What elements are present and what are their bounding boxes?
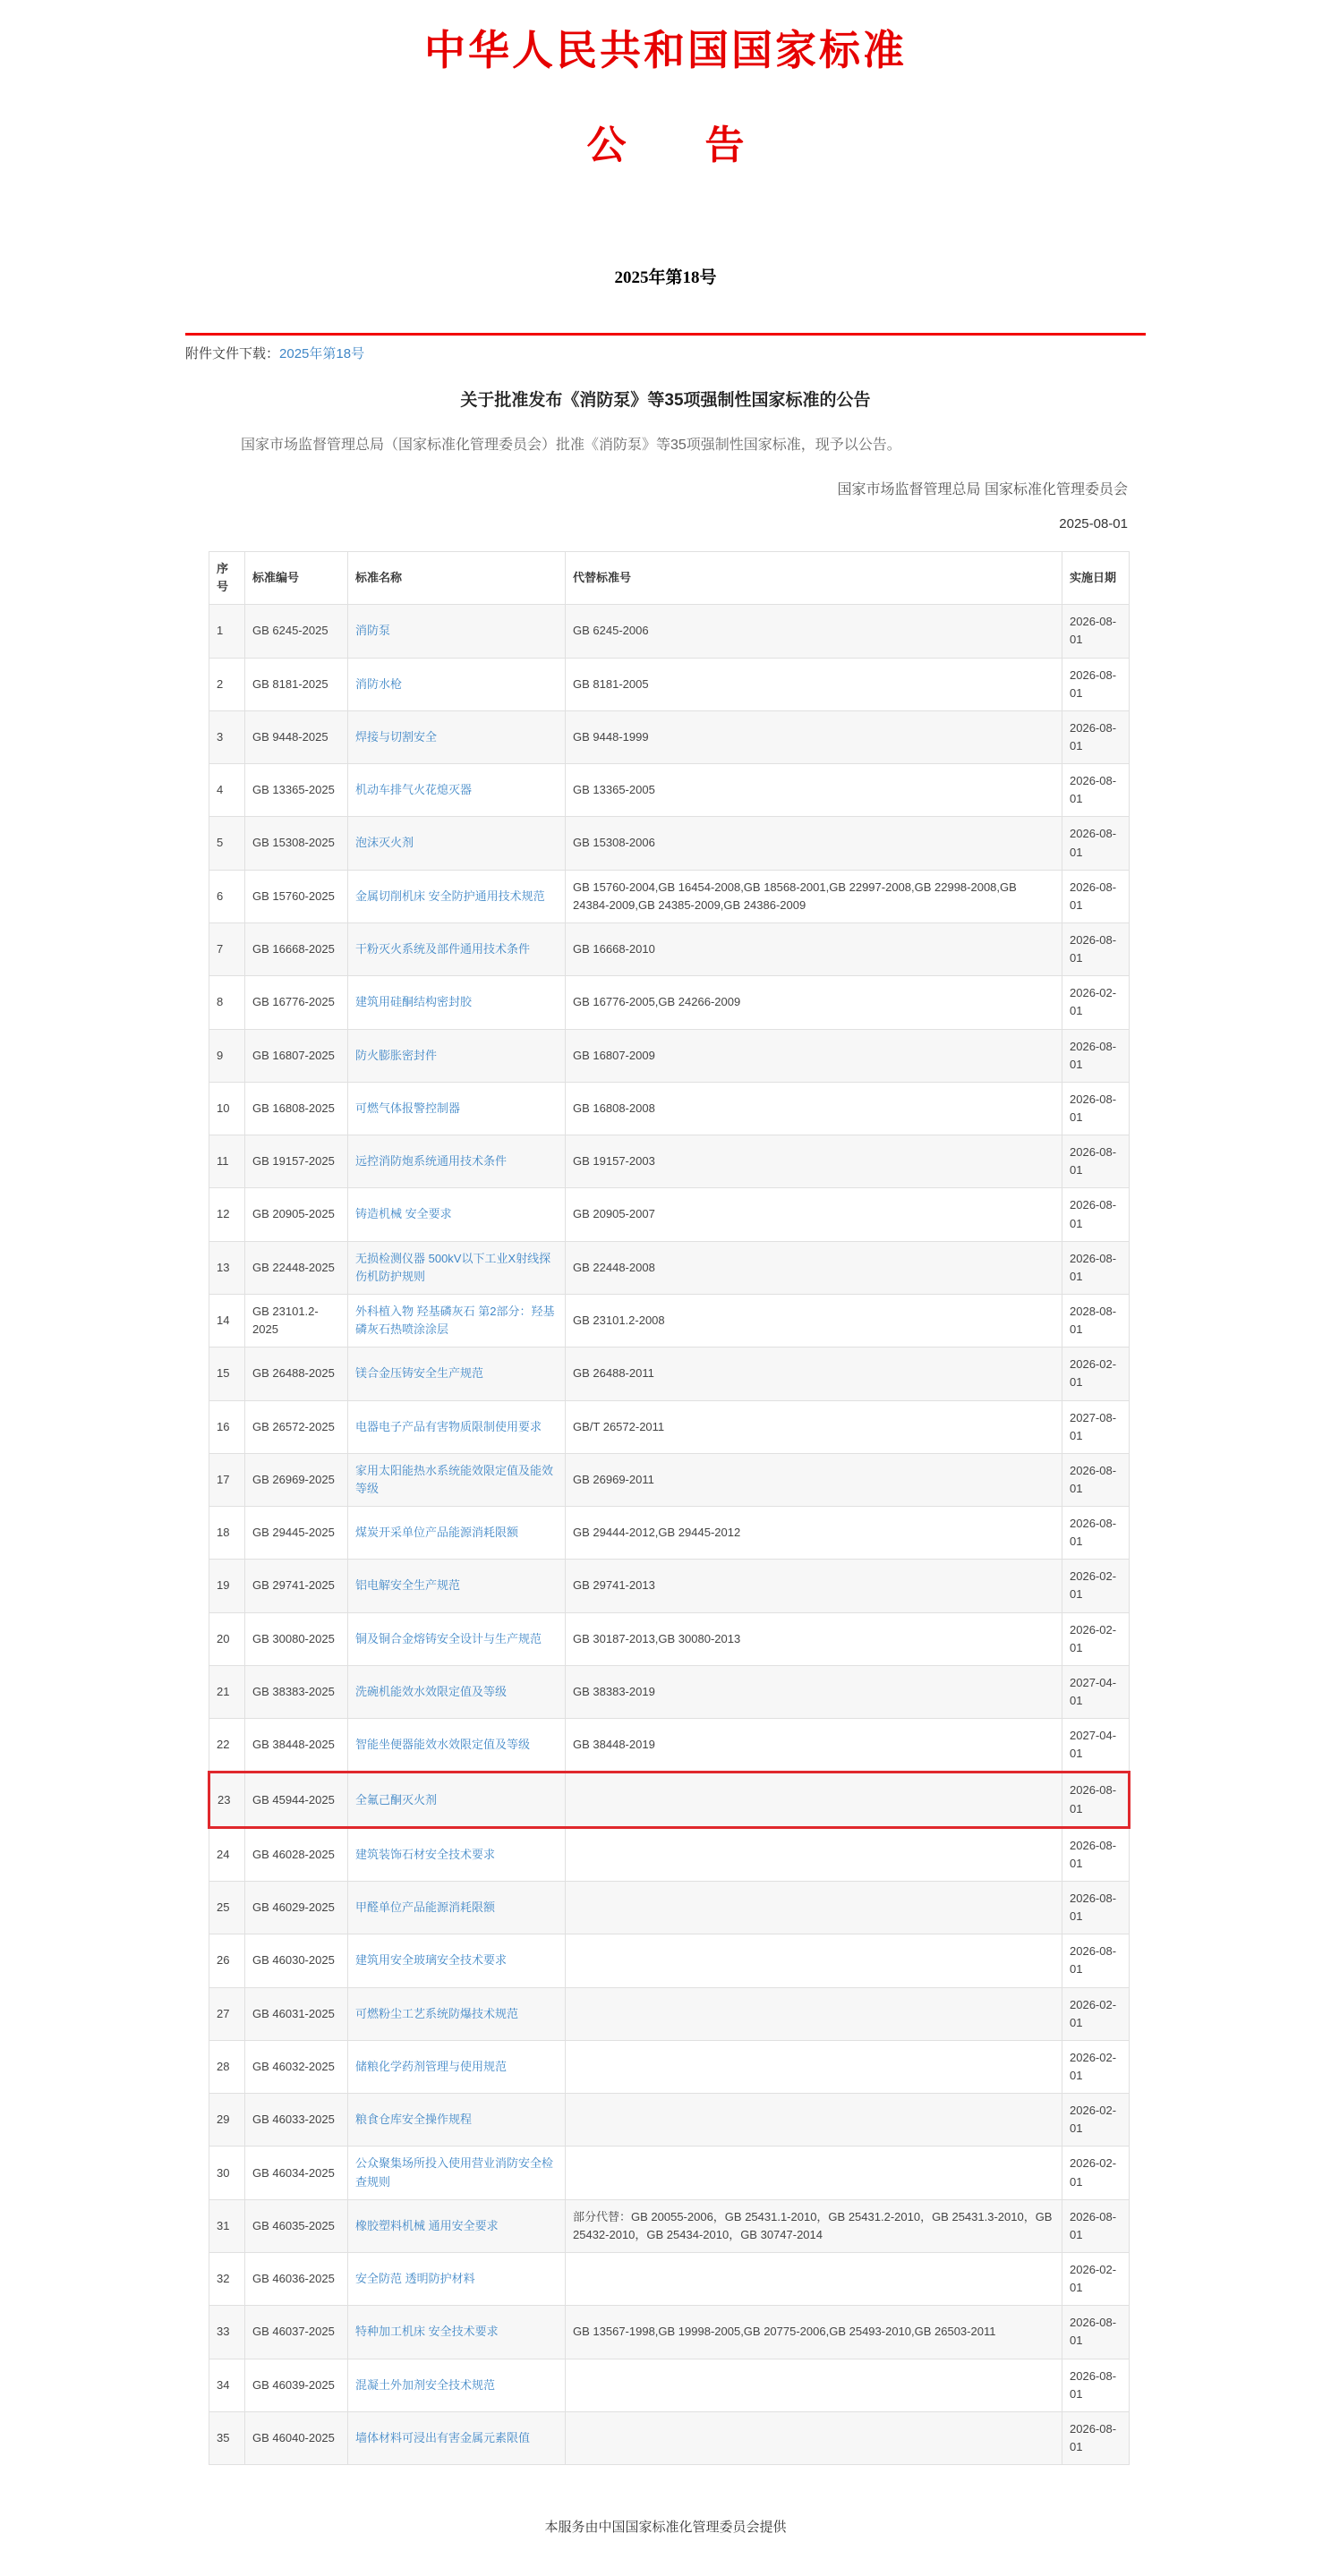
publish-date: 2025-08-01: [1059, 516, 1128, 531]
standard-code-cell: GB 46036-2025: [245, 2253, 348, 2306]
implementation-date-cell: 2026-08-01: [1062, 2199, 1130, 2252]
standard-name-link[interactable]: 橡胶塑料机械 通用安全要求: [355, 2218, 499, 2232]
implementation-date-cell: 2026-08-01: [1062, 1241, 1130, 1294]
standard-name-cell: [348, 870, 566, 922]
table-row: [209, 1612, 1130, 1665]
standard-name-link[interactable]: 电器电子产品有害物质限制使用要求: [355, 1419, 542, 1433]
implementation-date-cell: 2026-08-01: [1062, 1934, 1130, 1987]
standard-name-link[interactable]: 铜及铜合金熔铸安全设计与生产规范: [355, 1631, 542, 1645]
standard-name-link[interactable]: 远控消防炮系统通用技术条件: [355, 1154, 508, 1169]
index-cell: 33: [209, 2306, 245, 2359]
implementation-date-cell: 2026-08-01: [1062, 1135, 1130, 1188]
standard-name-cell: [348, 2094, 566, 2147]
standard-name-link[interactable]: 焊接与切割安全: [355, 729, 438, 744]
standard-name-link[interactable]: 干粉灭火系统及部件通用技术条件: [355, 942, 531, 956]
standards-table-body: [209, 605, 1130, 2465]
standard-code-cell: GB 29445-2025: [245, 1507, 348, 1560]
page-title: 中华人民共和国国家标准: [424, 28, 907, 73]
standard-code-cell: GB 15760-2025: [245, 870, 348, 922]
standard-code-cell: GB 46030-2025: [245, 1934, 348, 1987]
table-row: [209, 1719, 1130, 1773]
standard-name-cell: [348, 2411, 566, 2464]
standard-code-cell: GB 46031-2025: [245, 1987, 348, 2040]
standard-name-link[interactable]: 可燃粉尘工艺系统防爆技术规范: [355, 2006, 519, 2020]
standard-code-cell: GB 8181-2025: [245, 658, 348, 710]
standard-name-cell: [348, 1987, 566, 2040]
index-cell: 30: [209, 2147, 245, 2199]
table-row: [209, 1294, 1130, 1347]
index-cell: 26: [209, 1934, 245, 1987]
table-row: [209, 764, 1130, 817]
index-cell: 27: [209, 1987, 245, 2040]
replaced-standards-cell: 部分代替：GB 20055-2006，GB 25431.1-2010，GB 25431.2-2010，GB 25431.3-2010，GB 25432-2010，GB 25434-2010，GB 30747-2014: [566, 2199, 1062, 2252]
standard-code-cell: GB 46029-2025: [245, 1882, 348, 1934]
standard-name-cell: [348, 817, 566, 870]
index-cell: 32: [209, 2253, 245, 2306]
announcement-subtitle: 公 告: [586, 123, 745, 167]
table-row: [209, 922, 1130, 975]
table-row: [209, 1987, 1130, 2040]
column-header-name: 标准名称: [348, 552, 566, 605]
standard-name-link[interactable]: 镁合金压铸安全生产规范: [355, 1366, 484, 1381]
index-cell: 24: [209, 1827, 245, 1881]
standard-name-cell: [348, 1934, 566, 1987]
table-row: [209, 1453, 1130, 1506]
footer-note: 本服务由中国国家标准化管理委员会提供: [544, 2520, 787, 2536]
implementation-date-cell: 2026-08-01: [1062, 1882, 1130, 1934]
attachment-row: [185, 344, 1146, 362]
index-cell: 13: [209, 1241, 245, 1294]
implementation-date-cell: 2026-08-01: [1062, 922, 1130, 975]
table-row: [209, 2306, 1130, 2359]
standard-name-link[interactable]: 洗碗机能效水效限定值及等级: [355, 1684, 508, 1698]
table-row: [209, 1348, 1130, 1400]
standard-name-cell: [348, 976, 566, 1029]
standard-name-cell: [348, 2147, 566, 2199]
implementation-date-cell: 2026-08-01: [1062, 817, 1130, 870]
issue-number: 2025年第18号: [614, 268, 717, 287]
standard-code-cell: GB 46040-2025: [245, 2411, 348, 2464]
standard-name-cell: [348, 2253, 566, 2306]
standard-code-cell: GB 20905-2025: [245, 1188, 348, 1241]
index-cell: 14: [209, 1294, 245, 1347]
standards-table: [208, 551, 1130, 2465]
implementation-date-cell: 2026-08-01: [1062, 1773, 1130, 1827]
standard-name-cell: [348, 710, 566, 763]
implementation-date-cell: 2026-02-01: [1062, 1987, 1130, 2040]
standard-name-link[interactable]: 特种加工机床 安全技术要求: [355, 2325, 499, 2339]
standard-name-link[interactable]: 可燃气体报警控制器: [355, 1101, 461, 1115]
replaced-standards-cell: [566, 2040, 1062, 2093]
standard-name-cell: [348, 2199, 566, 2252]
index-cell: 4: [209, 764, 245, 817]
announcement-title: 关于批准发布《消防泵》等35项强制性国家标准的公告: [460, 391, 871, 410]
standard-name-cell: [348, 1188, 566, 1241]
table-row: [209, 1934, 1130, 1987]
implementation-date-cell: 2026-08-01: [1062, 1453, 1130, 1506]
standard-code-cell: GB 6245-2025: [245, 605, 348, 658]
standard-name-cell: [348, 922, 566, 975]
table-row: [209, 605, 1130, 658]
index-cell: 1: [209, 605, 245, 658]
replaced-standards-cell: GB/T 26572-2011: [566, 1400, 1062, 1453]
replaced-standards-cell: [566, 2094, 1062, 2147]
standard-code-cell: GB 26572-2025: [245, 1400, 348, 1453]
table-row: [209, 1188, 1130, 1241]
replaced-standards-cell: [566, 2359, 1062, 2411]
replaced-standards-cell: [566, 1987, 1062, 2040]
replaced-standards-cell: [566, 2253, 1062, 2306]
standard-code-cell: GB 38383-2025: [245, 1665, 348, 1718]
standard-code-cell: GB 23101.2-2025: [245, 1294, 348, 1347]
replaced-standards-cell: GB 29741-2013: [566, 1560, 1062, 1612]
index-cell: 10: [209, 1082, 245, 1135]
implementation-date-cell: 2026-02-01: [1062, 1348, 1130, 1400]
announcement-body: 国家市场监督管理总局（国家标准化管理委员会）批准《消防泵》等35项强制性国家标准，现予以公告。: [241, 438, 901, 453]
table-row: [209, 1560, 1130, 1612]
standard-code-cell: GB 13365-2025: [245, 764, 348, 817]
index-cell: 31: [209, 2199, 245, 2252]
implementation-date-cell: 2026-08-01: [1062, 710, 1130, 763]
replaced-standards-cell: GB 19157-2003: [566, 1135, 1062, 1188]
standard-name-link[interactable]: 铝电解安全生产规范: [355, 1578, 461, 1593]
standard-name-cell: [348, 1135, 566, 1188]
standard-name-link[interactable]: 家用太阳能热水系统能效限定值及能效等级: [355, 1463, 554, 1495]
standard-name-link[interactable]: 防火膨胀密封件: [355, 1048, 438, 1062]
standard-name-cell: [348, 1612, 566, 1665]
standard-name-link[interactable]: 粮食仓库安全操作规程: [355, 2113, 473, 2127]
table-row: [209, 2253, 1130, 2306]
replaced-standards-cell: GB 29444-2012,GB 29445-2012: [566, 1507, 1062, 1560]
standard-code-cell: GB 16668-2025: [245, 922, 348, 975]
implementation-date-cell: 2028-08-01: [1062, 1294, 1130, 1347]
index-cell: 15: [209, 1348, 245, 1400]
index-cell: 5: [209, 817, 245, 870]
standard-name-cell: [348, 1507, 566, 1560]
standard-name-cell: [348, 1400, 566, 1453]
column-header-date: 实施日期: [1062, 552, 1130, 605]
replaced-standards-cell: GB 16808-2008: [566, 1082, 1062, 1135]
implementation-date-cell: 2026-08-01: [1062, 1082, 1130, 1135]
attachment-download-link[interactable]: 2025年第18号: [279, 346, 365, 361]
standard-name-link[interactable]: 外科植入物 羟基磷灰石 第2部分：羟基磷灰石热喷涂涂层: [355, 1304, 555, 1337]
standard-name-link[interactable]: 建筑用硅酮结构密封胶: [355, 995, 473, 1009]
index-cell: 3: [209, 710, 245, 763]
standard-name-cell: [348, 1665, 566, 1718]
implementation-date-cell: 2026-02-01: [1062, 2094, 1130, 2147]
replaced-standards-cell: [566, 2411, 1062, 2464]
standard-code-cell: GB 46028-2025: [245, 1827, 348, 1881]
index-cell: 16: [209, 1400, 245, 1453]
index-cell: 21: [209, 1665, 245, 1718]
standard-code-cell: GB 46032-2025: [245, 2040, 348, 2093]
index-cell: 23: [209, 1773, 245, 1827]
standard-name-cell: [348, 1029, 566, 1082]
index-cell: 6: [209, 870, 245, 922]
table-row: [209, 2199, 1130, 2252]
standard-name-cell: [348, 1560, 566, 1612]
page-container: [185, 18, 1146, 2536]
implementation-date-cell: 2027-08-01: [1062, 1400, 1130, 1453]
implementation-date-cell: 2026-08-01: [1062, 605, 1130, 658]
standard-name-cell: [348, 2359, 566, 2411]
red-divider: [185, 333, 1146, 336]
index-cell: 20: [209, 1612, 245, 1665]
replaced-standards-cell: [566, 1773, 1062, 1827]
table-row: [209, 870, 1130, 922]
implementation-date-cell: 2026-08-01: [1062, 1507, 1130, 1560]
index-cell: 35: [209, 2411, 245, 2464]
replaced-standards-cell: [566, 1934, 1062, 1987]
implementation-date-cell: 2026-08-01: [1062, 764, 1130, 817]
implementation-date-cell: 2027-04-01: [1062, 1719, 1130, 1773]
standard-code-cell: GB 26969-2025: [245, 1453, 348, 1506]
implementation-date-cell: 2027-04-01: [1062, 1665, 1130, 1718]
replaced-standards-cell: GB 13365-2005: [566, 764, 1062, 817]
table-row: [209, 1665, 1130, 1718]
standard-code-cell: GB 46037-2025: [245, 2306, 348, 2359]
replaced-standards-cell: [566, 2147, 1062, 2199]
column-header-code: 标准编号: [245, 552, 348, 605]
standard-code-cell: GB 15308-2025: [245, 817, 348, 870]
index-cell: 11: [209, 1135, 245, 1188]
issuing-authority: 国家市场监督管理总局 国家标准化管理委员会: [837, 482, 1128, 497]
replaced-standards-cell: GB 15760-2004,GB 16454-2008,GB 18568-2001,GB 22997-2008,GB 22998-2008,GB 24384-2009,GB 24385-2009,GB 24386-2009: [566, 870, 1062, 922]
standard-code-cell: GB 16808-2025: [245, 1082, 348, 1135]
table-row: [209, 2411, 1130, 2464]
replaced-standards-cell: GB 23101.2-2008: [566, 1294, 1062, 1347]
standard-name-cell: [348, 1241, 566, 1294]
implementation-date-cell: 2026-02-01: [1062, 1612, 1130, 1665]
standard-code-cell: GB 38448-2025: [245, 1719, 348, 1773]
index-cell: 8: [209, 976, 245, 1029]
replaced-standards-cell: GB 26969-2011: [566, 1453, 1062, 1506]
standard-name-cell: [348, 1453, 566, 1506]
standard-code-cell: GB 29741-2025: [245, 1560, 348, 1612]
replaced-standards-cell: GB 16776-2005,GB 24266-2009: [566, 976, 1062, 1029]
standard-name-link[interactable]: 金属切削机床 安全防护通用技术规范: [355, 888, 545, 903]
implementation-date-cell: 2026-08-01: [1062, 2306, 1130, 2359]
index-cell: 17: [209, 1453, 245, 1506]
standard-name-link[interactable]: 铸造机械 安全要求: [355, 1207, 452, 1221]
standard-code-cell: GB 45944-2025: [245, 1773, 348, 1827]
column-header-index: 序号: [209, 552, 245, 605]
table-row: [209, 1082, 1130, 1135]
table-row: [209, 2094, 1130, 2147]
implementation-date-cell: 2026-08-01: [1062, 870, 1130, 922]
table-row: [209, 817, 1130, 870]
table-row: [209, 710, 1130, 763]
index-cell: 12: [209, 1188, 245, 1241]
index-cell: 34: [209, 2359, 245, 2411]
table-row: [209, 2147, 1130, 2199]
standard-name-link[interactable]: 公众聚集场所投入使用营业消防安全检查规则: [355, 2156, 554, 2189]
standard-name-link[interactable]: 混凝土外加剂安全技术规范: [355, 2377, 496, 2392]
standard-name-cell: [348, 658, 566, 710]
standard-name-cell: [348, 2306, 566, 2359]
replaced-standards-cell: [566, 1882, 1062, 1934]
standard-name-link[interactable]: 机动车排气火花熄灭器: [355, 783, 473, 797]
index-cell: 2: [209, 658, 245, 710]
standard-name-link[interactable]: 墙体材料可浸出有害金属元素限值: [355, 2430, 531, 2444]
standard-name-link[interactable]: 消防水枪: [355, 676, 403, 691]
standard-code-cell: GB 16807-2025: [245, 1029, 348, 1082]
table-row: [209, 658, 1130, 710]
table-row: [209, 1135, 1130, 1188]
standard-code-cell: GB 19157-2025: [245, 1135, 348, 1188]
standard-name-link[interactable]: 全氟己酮灭火剂: [355, 1792, 438, 1807]
standard-code-cell: GB 46039-2025: [245, 2359, 348, 2411]
table-row: [209, 1827, 1130, 1881]
table-row: [209, 1773, 1130, 1827]
table-row: [209, 1241, 1130, 1294]
standard-code-cell: GB 16776-2025: [245, 976, 348, 1029]
table-row: [209, 1882, 1130, 1934]
standard-name-cell: [348, 1773, 566, 1827]
index-cell: 18: [209, 1507, 245, 1560]
implementation-date-cell: 2026-08-01: [1062, 2411, 1130, 2464]
standard-name-link[interactable]: 消防泵: [355, 624, 391, 638]
index-cell: 28: [209, 2040, 245, 2093]
standard-name-link[interactable]: 建筑用安全玻璃安全技术要求: [355, 1953, 508, 1968]
standard-code-cell: GB 46035-2025: [245, 2199, 348, 2252]
standard-name-link[interactable]: 甲醛单位产品能源消耗限额: [355, 1900, 496, 1915]
implementation-date-cell: 2026-02-01: [1062, 976, 1130, 1029]
implementation-date-cell: 2026-02-01: [1062, 2253, 1130, 2306]
table-row: [209, 2359, 1130, 2411]
replaced-standards-cell: GB 8181-2005: [566, 658, 1062, 710]
implementation-date-cell: 2026-02-01: [1062, 1560, 1130, 1612]
replaced-standards-cell: GB 30187-2013,GB 30080-2013: [566, 1612, 1062, 1665]
standard-name-link[interactable]: 安全防范 透明防护材料: [355, 2272, 475, 2286]
replaced-standards-cell: GB 6245-2006: [566, 605, 1062, 658]
standard-name-link[interactable]: 无损检测仪器 500kV以下工业X射线探伤机防护规则: [355, 1251, 551, 1283]
replaced-standards-cell: GB 16668-2010: [566, 922, 1062, 975]
column-header-replaces: 代替标准号: [566, 552, 1062, 605]
implementation-date-cell: 2026-08-01: [1062, 658, 1130, 710]
table-row: [209, 1029, 1130, 1082]
index-cell: 7: [209, 922, 245, 975]
implementation-date-cell: 2026-08-01: [1062, 2359, 1130, 2411]
replaced-standards-cell: GB 22448-2008: [566, 1241, 1062, 1294]
standard-name-cell: [348, 2040, 566, 2093]
index-cell: 22: [209, 1719, 245, 1773]
standard-code-cell: GB 22448-2025: [245, 1241, 348, 1294]
table-row: [209, 1400, 1130, 1453]
standard-name-cell: [348, 1719, 566, 1773]
replaced-standards-cell: [566, 1827, 1062, 1881]
standard-name-cell: [348, 1827, 566, 1881]
table-row: [209, 976, 1130, 1029]
attachment-label: 附件文件下载：: [185, 346, 280, 361]
table-header-row: [209, 552, 1130, 605]
replaced-standards-cell: GB 15308-2006: [566, 817, 1062, 870]
replaced-standards-cell: GB 13567-1998,GB 19998-2005,GB 20775-2006,GB 25493-2010,GB 26503-2011: [566, 2306, 1062, 2359]
standard-name-cell: [348, 605, 566, 658]
standard-name-cell: [348, 1082, 566, 1135]
standard-code-cell: GB 46033-2025: [245, 2094, 348, 2147]
standard-name-link[interactable]: 煤炭开采单位产品能源消耗限额: [355, 1526, 519, 1540]
index-cell: 29: [209, 2094, 245, 2147]
implementation-date-cell: 2026-08-01: [1062, 1029, 1130, 1082]
standard-code-cell: GB 9448-2025: [245, 710, 348, 763]
implementation-date-cell: 2026-02-01: [1062, 2040, 1130, 2093]
standard-code-cell: GB 30080-2025: [245, 1612, 348, 1665]
table-row: [209, 1507, 1130, 1560]
implementation-date-cell: 2026-08-01: [1062, 1827, 1130, 1881]
replaced-standards-cell: GB 26488-2011: [566, 1348, 1062, 1400]
standard-name-cell: [348, 1882, 566, 1934]
table-row: [209, 2040, 1130, 2093]
standard-name-link[interactable]: 泡沫灭火剂: [355, 836, 414, 850]
index-cell: 25: [209, 1882, 245, 1934]
standard-name-cell: [348, 1294, 566, 1347]
index-cell: 19: [209, 1560, 245, 1612]
standard-name-link[interactable]: 建筑装饰石材安全技术要求: [355, 1847, 496, 1861]
implementation-date-cell: 2026-02-01: [1062, 2147, 1130, 2199]
standard-name-cell: [348, 764, 566, 817]
replaced-standards-cell: GB 9448-1999: [566, 710, 1062, 763]
standard-code-cell: GB 46034-2025: [245, 2147, 348, 2199]
replaced-standards-cell: GB 38448-2019: [566, 1719, 1062, 1773]
replaced-standards-cell: GB 16807-2009: [566, 1029, 1062, 1082]
standard-name-link[interactable]: 智能坐便器能效水效限定值及等级: [355, 1738, 531, 1752]
replaced-standards-cell: GB 20905-2007: [566, 1188, 1062, 1241]
standard-code-cell: GB 26488-2025: [245, 1348, 348, 1400]
standard-name-link[interactable]: 储粮化学药剂管理与使用规范: [355, 2059, 508, 2073]
index-cell: 9: [209, 1029, 245, 1082]
implementation-date-cell: 2026-08-01: [1062, 1188, 1130, 1241]
standard-name-cell: [348, 1348, 566, 1400]
replaced-standards-cell: GB 38383-2019: [566, 1665, 1062, 1718]
